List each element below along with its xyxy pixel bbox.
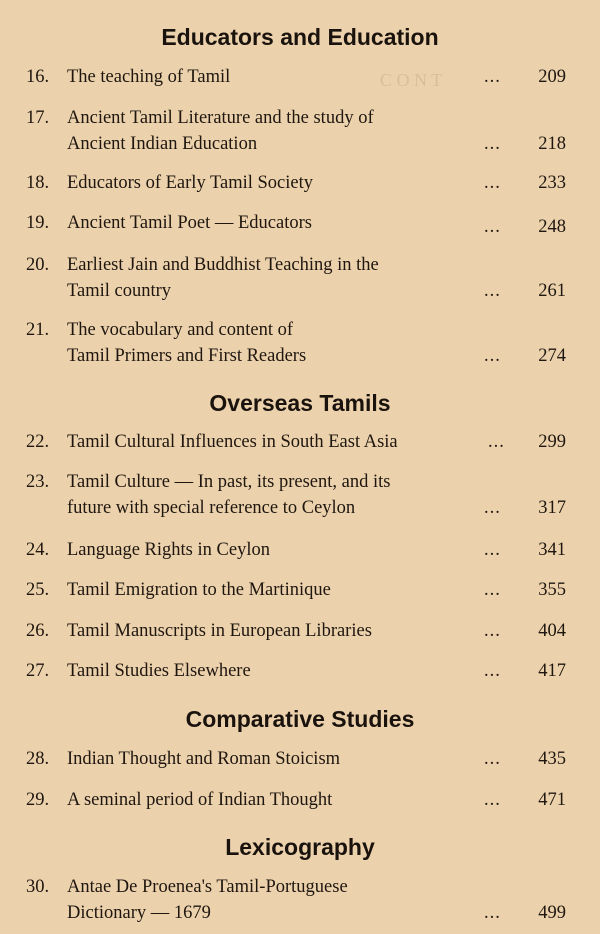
leader-dots: ... <box>484 346 501 366</box>
entry-title: A seminal period of Indian Thought <box>67 790 333 810</box>
entry-title: Ancient Tamil Literature and the study of Ancient Indian Education <box>67 108 374 154</box>
entry-number: 21. <box>26 320 50 340</box>
entry-title: Antae De Proenea's Tamil-Portuguese Dictionary — 1679 <box>67 877 348 923</box>
leader-dots: ... <box>484 790 501 810</box>
leader-dots: ... <box>484 217 501 237</box>
entry-title: Tamil Manuscripts in European Libraries <box>67 621 372 641</box>
entry-number: 26. <box>26 621 50 641</box>
page-number: 274 <box>538 346 566 366</box>
leader-dots: ... <box>484 903 501 923</box>
entry-number: 17. <box>26 108 50 128</box>
entry-number: 16. <box>26 67 50 87</box>
leader-dots: ... <box>484 134 501 154</box>
leader-dots: ... <box>484 173 501 193</box>
entry-number: 29. <box>26 790 50 810</box>
page-number: 341 <box>538 540 566 560</box>
entry-number: 18. <box>26 173 50 193</box>
leader-dots: ... <box>484 661 501 681</box>
section-heading-comparative: Comparative Studies <box>185 706 415 732</box>
entry-title: The vocabulary and content of Tamil Primers and First Readers <box>67 320 307 366</box>
leader-dots: ... <box>488 432 505 452</box>
entry-number: 24. <box>26 540 50 560</box>
entry-title: Ancient Tamil Poet — Educators <box>67 213 312 233</box>
leader-dots: ... <box>484 67 501 87</box>
leader-dots: ... <box>484 621 501 641</box>
entry-number: 23. <box>26 472 50 492</box>
entry-title: Tamil Culture — In past, its present, and its future with special reference to Ceylon <box>67 472 391 518</box>
page-number: 404 <box>538 621 566 641</box>
section-heading-educators: Educators and Education <box>161 24 439 50</box>
page-number: 471 <box>538 790 566 810</box>
page-number: 248 <box>538 217 566 237</box>
leader-dots: ... <box>484 580 501 600</box>
page-number: 355 <box>538 580 566 600</box>
entry-title: Tamil Emigration to the Martinique <box>67 580 331 600</box>
entry-title: Earliest Jain and Buddhist Teaching in the Tamil country <box>67 255 379 301</box>
page-number: 233 <box>538 173 566 193</box>
entry-number: 27. <box>26 661 50 681</box>
entry-number: 30. <box>26 877 50 897</box>
entry-number: 25. <box>26 580 50 600</box>
entry-title: Tamil Studies Elsewhere <box>67 661 251 681</box>
page-number: 417 <box>538 661 566 681</box>
page-number: 499 <box>538 903 566 923</box>
entry-number: 22. <box>26 432 50 452</box>
entry-number: 19. <box>26 213 50 233</box>
entry-title: Educators of Early Tamil Society <box>67 173 313 193</box>
bleed-through-text: C O N T <box>380 70 443 90</box>
entry-number: 20. <box>26 255 50 275</box>
page-number: 435 <box>538 749 566 769</box>
page-number: 317 <box>538 498 566 518</box>
section-heading-overseas: Overseas Tamils <box>209 390 391 416</box>
entry-title: Tamil Cultural Influences in South East Asia <box>67 432 398 452</box>
leader-dots: ... <box>484 540 501 560</box>
entry-title: The teaching of Tamil <box>67 67 231 87</box>
page-number: 218 <box>538 134 566 154</box>
entry-title: Language Rights in Ceylon <box>67 540 270 560</box>
leader-dots: ... <box>484 281 501 301</box>
section-heading-lexicography: Lexicography <box>225 834 375 860</box>
entry-number: 28. <box>26 749 50 769</box>
leader-dots: ... <box>484 498 501 518</box>
entry-title: Indian Thought and Roman Stoicism <box>67 749 341 769</box>
page-number: 261 <box>538 281 566 301</box>
leader-dots: ... <box>484 749 501 769</box>
page-number: 299 <box>538 432 566 452</box>
page-number: 209 <box>538 67 566 87</box>
